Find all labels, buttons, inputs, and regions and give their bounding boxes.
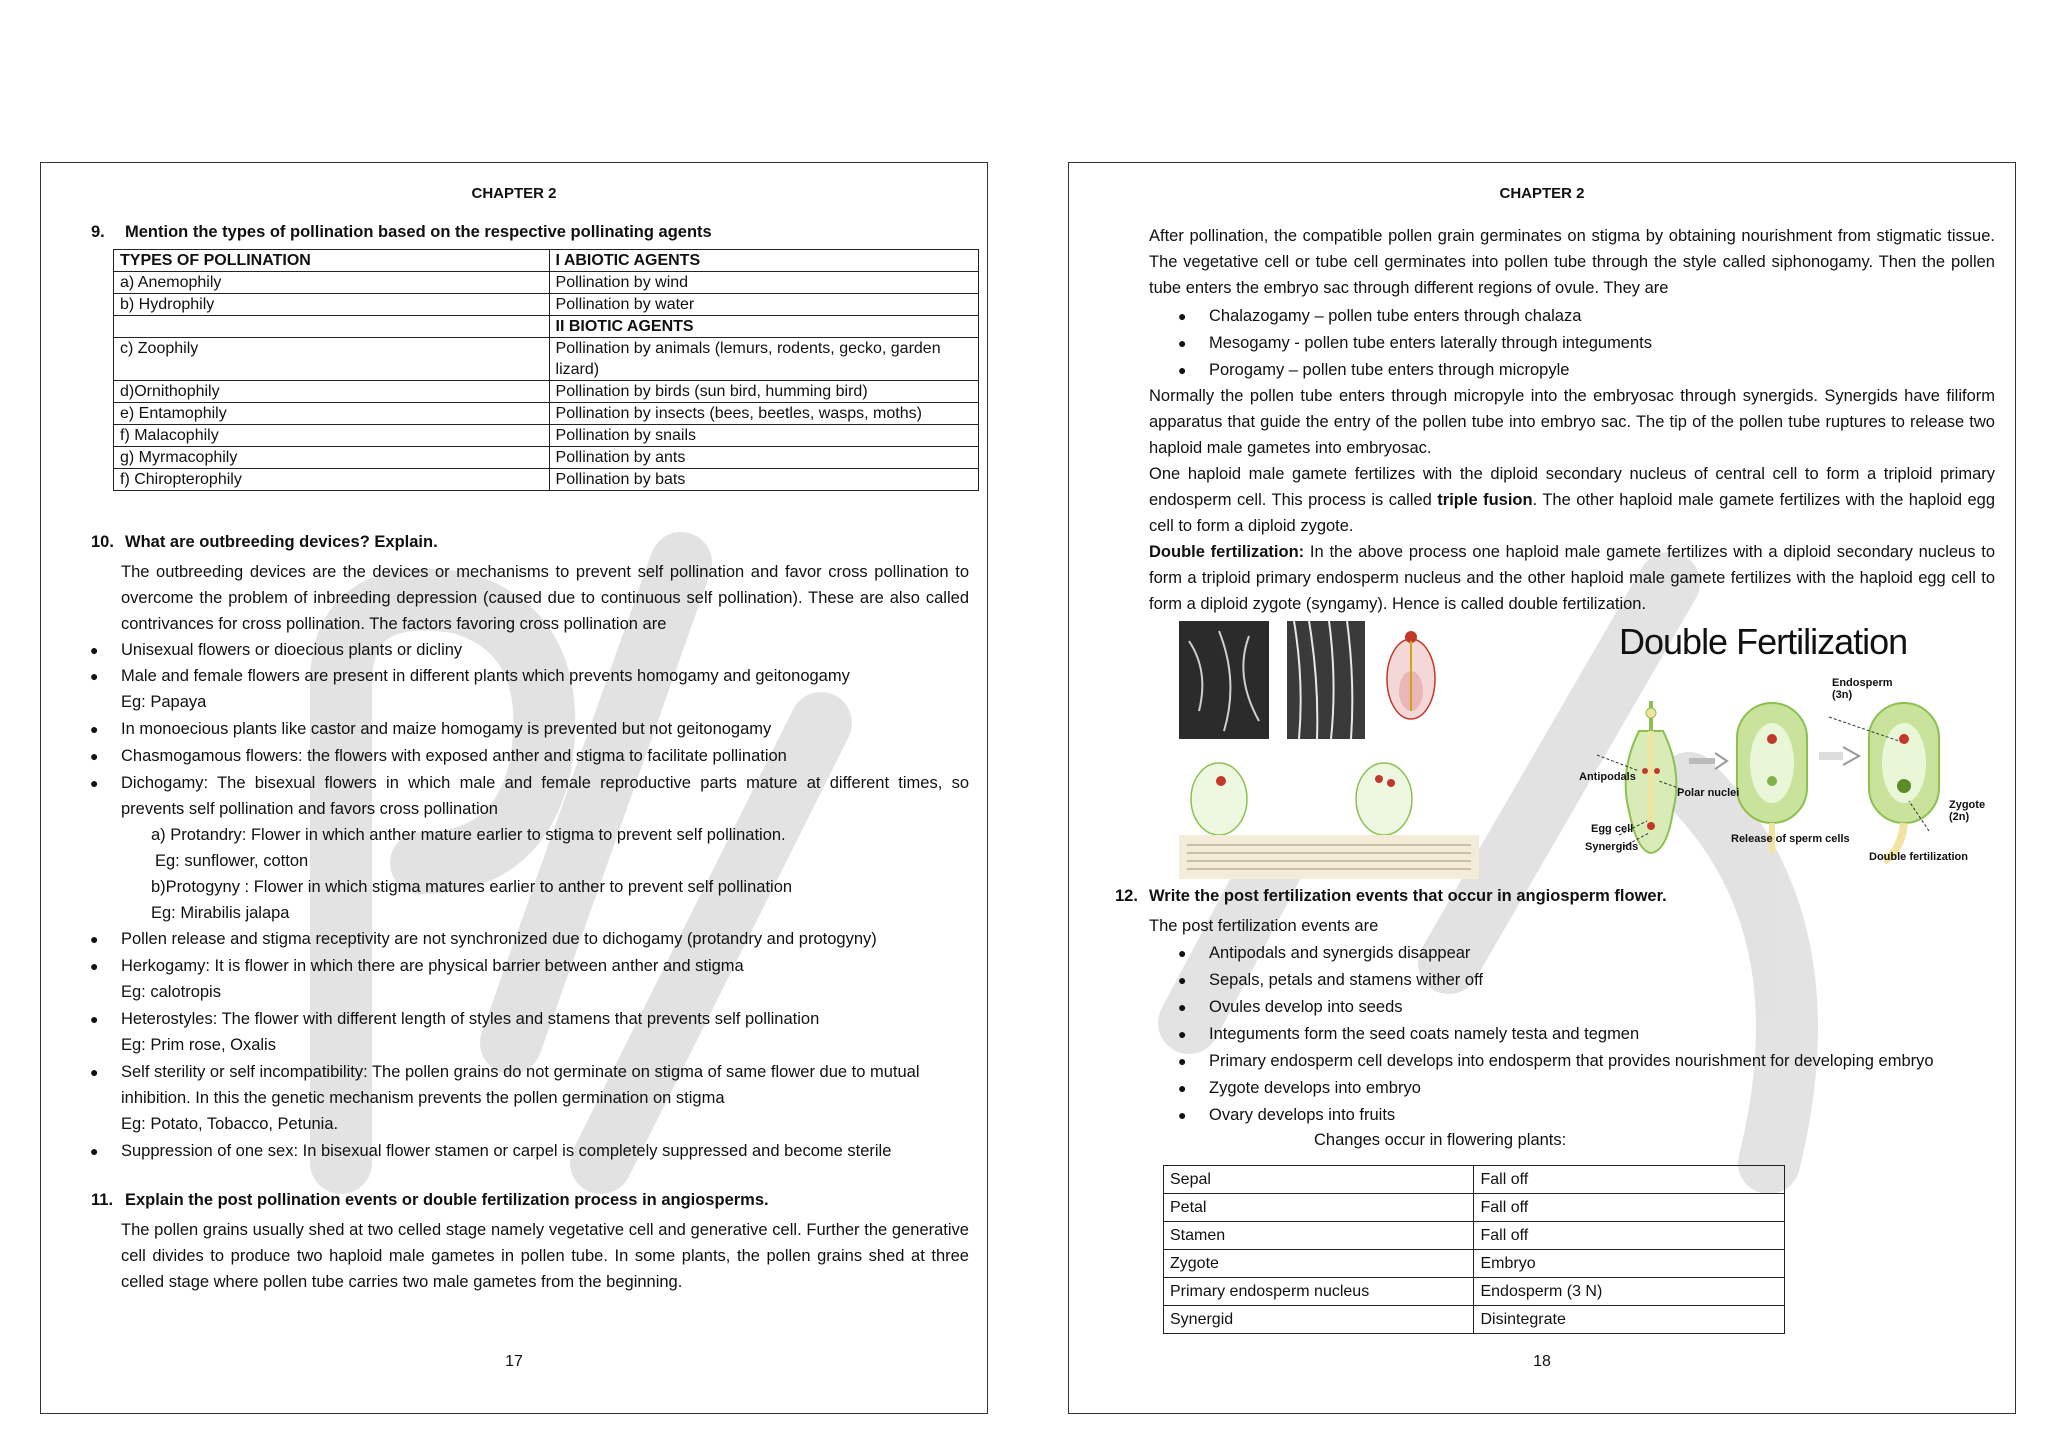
- sub-item: a) Protandry: Flower in which anther mature earlier to stigma to prevent self pollination.: [151, 826, 786, 844]
- label-egg-cell: Egg cell: [1591, 823, 1634, 835]
- list-item: ● Pollen release and stigma receptivity are not synchronized due to dichogamy (protandry and protogyny): [90, 930, 877, 948]
- question-11-title: [91, 1191, 769, 1210]
- table-row: [114, 250, 979, 272]
- label-synergids: Synergids: [1585, 841, 1639, 853]
- question-12-title: [1115, 887, 1667, 906]
- table-row: [1164, 1222, 1785, 1250]
- table-caption: Changes occur in flowering plants:: [1314, 1131, 1567, 1149]
- list-item: ● Antipodals and synergids disappear: [1178, 944, 1471, 962]
- table-row: [114, 338, 979, 381]
- table-row: [114, 447, 979, 469]
- list-item: ● Self sterility or self incompatibility: The pollen grains do not germinate on stigma of same flower due to mutual: [90, 1063, 920, 1081]
- chapter-heading: CHAPTER 2: [1499, 185, 1585, 202]
- example-line: Eg: Papaya: [121, 693, 207, 711]
- structure-cell: Primary endosperm nucleus: [1164, 1278, 1474, 1306]
- list-item: ● Dichogamy: The bisexual flowers in which male and female reproductive parts mature at different times, so: [90, 774, 969, 792]
- change-cell: Endosperm (3 N): [1474, 1278, 1785, 1306]
- list-item: ● In monoecious plants like castor and maize homogamy is prevented but not geitonogamy: [90, 720, 772, 738]
- pollination-type-cell: f) Chiropterophily: [114, 469, 550, 491]
- list-item: ● Sepals, petals and stamens wither off: [1178, 971, 1483, 989]
- change-cell: Fall off: [1474, 1222, 1785, 1250]
- pollination-agent-cell: Pollination by water: [549, 294, 978, 316]
- table-row: [1164, 1250, 1785, 1278]
- list-item: ● Unisexual flowers or dioecious plants or dicliny: [90, 641, 463, 659]
- example-line: Eg: calotropis: [121, 983, 221, 1001]
- pollen-germination-paragraph: After pollination, the compatible pollen grain germinates on stigma by obtaining nourishment from stigmatic tissue. The vegetative cell or tube cell germinates into pollen tube through the style called siphonogamy. Then the pollen tube enters the embryo sac through different regions of ovule. They are: [1149, 227, 1995, 297]
- pollination-type-cell: e) Entamophily: [114, 403, 550, 425]
- double-fertilization-diagram: [1579, 621, 1999, 883]
- list-item: ● Chalazogamy – pollen tube enters through chalaza: [1178, 307, 1582, 325]
- list-item: ● Primary endosperm cell develops into endosperm that provides nourishment for developing embryo: [1178, 1052, 1934, 1070]
- pollination-agent-cell: Pollination by ants: [549, 447, 978, 469]
- question-text: Explain the post pollination events or double fertilization process in angiosperms.: [125, 1191, 769, 1209]
- label-polar-nuclei: Polar nuclei: [1677, 787, 1740, 799]
- table-row: [1164, 1166, 1785, 1194]
- pollination-agent-cell: II BIOTIC AGENTS: [549, 316, 978, 338]
- question-text: Mention the types of pollination based on the respective pollinating agents: [125, 223, 712, 241]
- question-number: 10.: [91, 533, 114, 551]
- list-item: ● Mesogamy - pollen tube enters laterally through integuments: [1178, 334, 1652, 352]
- label-release-sperm: Release of sperm cells: [1731, 833, 1850, 845]
- list-item: ● Suppression of one sex: In bisexual flower stamen or carpel is completely suppressed and become sterile: [90, 1142, 892, 1160]
- pollination-agent-cell: Pollination by birds (sun bird, humming bird): [549, 381, 978, 403]
- example-line: Eg: Mirabilis jalapa: [151, 904, 290, 922]
- list-item: ● Porogamy – pollen tube enters through micropyle: [1178, 361, 1570, 379]
- label-antipodals: Antipodals: [1579, 771, 1636, 783]
- question-number: 9.: [91, 223, 105, 241]
- pollination-agent-cell: Pollination by wind: [549, 272, 978, 294]
- list-item: ● Ovary develops into fruits: [1178, 1106, 1396, 1124]
- table-row: [1164, 1194, 1785, 1222]
- q12-intro: The post fertilization events are: [1149, 917, 1379, 935]
- double-fertilization-paragraph: Double fertilization: In the above process one haploid male gamete fertilizes with a diploid secondary nucleus to form a triploid primary endosperm nucleus and the other haploid male gamete fertilizes with the haploid egg cell to form a diploid zygote (syngamy). Hence is called double fertilization.: [1149, 543, 1995, 613]
- example-line: Eg: sunflower, cotton: [155, 852, 309, 870]
- change-cell: Embryo: [1474, 1250, 1785, 1278]
- sub-item: b)Protogyny : Flower in which stigma matures earlier to anther to prevent self pollination: [151, 878, 793, 896]
- label-zygote: Zygote (2n): [1949, 799, 1986, 823]
- change-cell: Disintegrate: [1474, 1306, 1785, 1334]
- table-row: [1164, 1278, 1785, 1306]
- chapter-heading: CHAPTER 2: [471, 185, 557, 202]
- change-cell: Fall off: [1474, 1166, 1785, 1194]
- list-item: ● Herkogamy: It is flower in which there are physical barrier between anther and stigma: [90, 957, 744, 975]
- list-item: ● Integuments form the seed coats namely testa and tegmen: [1178, 1025, 1640, 1043]
- triple-fusion-paragraph: One haploid male gamete fertilizes with the diploid secondary nucleus of central cell to form a triploid primary endosperm cell. This process is called triple fusion. The other haploid male gamete fertilizes with the haploid egg cell to form a diploid zygote.: [1149, 465, 1996, 535]
- table-row: [114, 425, 979, 447]
- pollination-type-cell: TYPES OF POLLINATION: [114, 250, 550, 272]
- page-number: 18: [1533, 1353, 1551, 1370]
- page-number: 17: [505, 1353, 523, 1370]
- question-text: Write the post fertilization events that occur in angiosperm flower.: [1149, 887, 1667, 905]
- table-row: [114, 403, 979, 425]
- pollination-type-cell: c) Zoophily: [114, 338, 550, 381]
- label-endosperm: Endosperm (3n): [1832, 677, 1893, 701]
- pollination-agent-cell: Pollination by snails: [549, 425, 978, 447]
- page-18: [1068, 162, 2016, 1414]
- change-cell: Fall off: [1474, 1194, 1785, 1222]
- pollination-agent-cell: Pollination by bats: [549, 469, 978, 491]
- list-item: ● Heterostyles: The flower with different length of styles and stamens that prevents self pollination: [90, 1010, 820, 1028]
- example-line: Eg: Prim rose, Oxalis: [121, 1036, 276, 1054]
- figure-title: Double Fertilization: [1619, 621, 1908, 662]
- list-item: ● Chasmogamous flowers: the flowers with exposed anther and stigma to facilitate pollination: [90, 747, 787, 765]
- structure-cell: Stamen: [1164, 1222, 1474, 1250]
- list-item: ● Male and female flowers are present in different plants which prevents homogamy and geitonogamy: [90, 667, 850, 685]
- pollination-agent-cell: Pollination by insects (bees, beetles, wasps, moths): [549, 403, 978, 425]
- list-item-continued: prevents self pollination and favors cross pollination: [121, 800, 498, 818]
- question-9-title: [91, 223, 712, 242]
- pollen-tube-figure: [1179, 621, 1479, 879]
- pollination-types-table: [113, 249, 979, 491]
- pollination-type-cell: b) Hydrophily: [114, 294, 550, 316]
- page-17: [40, 162, 988, 1414]
- pollination-type-cell: [114, 316, 550, 338]
- list-item: ● Ovules develop into seeds: [1178, 998, 1403, 1016]
- synergid-paragraph: Normally the pollen tube enters through micropyle into the embryosac through synergids. Synergids have filiform apparatus that guide the entry of the pollen tube into embryo sac. The tip of the pollen tube ruptures to release two haploid male gametes into embryosac.: [1149, 387, 1995, 457]
- table-row: [114, 294, 979, 316]
- flower-changes-table: [1163, 1165, 1785, 1334]
- table-row: [1164, 1306, 1785, 1334]
- pollination-agent-cell: I ABIOTIC AGENTS: [549, 250, 978, 272]
- list-item: ● Zygote develops into embryo: [1178, 1079, 1421, 1097]
- pollination-type-cell: d)Ornithophily: [114, 381, 550, 403]
- structure-cell: Zygote: [1164, 1250, 1474, 1278]
- list-item-continued: inhibition. In this the genetic mechanism prevents the pollen germination on stigma: [121, 1089, 725, 1107]
- example-line: Eg: Potato, Tobacco, Petunia.: [121, 1115, 339, 1133]
- question-number: 11.: [91, 1191, 114, 1209]
- q11-answer: The pollen grains usually shed at two celled stage namely vegetative cell and generative cell. Further the generative cell divides to produce two haploid male gametes in pollen tube. In some plants, the pollen grains shed at three celled stage where pollen tube carries two male gametes from the beginning.: [121, 1221, 969, 1291]
- outbreeding-intro: The outbreeding devices are the devices or mechanisms to prevent self pollination and favor cross pollination to overcome the problem of inbreeding depression (caused due to continuous self pollination). These are also called contrivances for cross pollination. The factors favoring cross pollination are: [121, 563, 969, 633]
- question-number: 12.: [1115, 887, 1138, 905]
- pollination-type-cell: f) Malacophily: [114, 425, 550, 447]
- question-text: What are outbreeding devices? Explain.: [125, 533, 438, 551]
- pollination-type-cell: g) Myrmacophily: [114, 447, 550, 469]
- structure-cell: Synergid: [1164, 1306, 1474, 1334]
- structure-cell: Petal: [1164, 1194, 1474, 1222]
- table-row: [114, 381, 979, 403]
- label-double-fertilization: Double fertilization: [1869, 851, 1968, 863]
- table-row: [114, 272, 979, 294]
- table-row: [114, 469, 979, 491]
- pollination-agent-cell: Pollination by animals (lemurs, rodents, gecko, garden lizard): [549, 338, 978, 381]
- question-10-title: [91, 533, 438, 552]
- table-row: [114, 316, 979, 338]
- structure-cell: Sepal: [1164, 1166, 1474, 1194]
- pollination-type-cell: a) Anemophily: [114, 272, 550, 294]
